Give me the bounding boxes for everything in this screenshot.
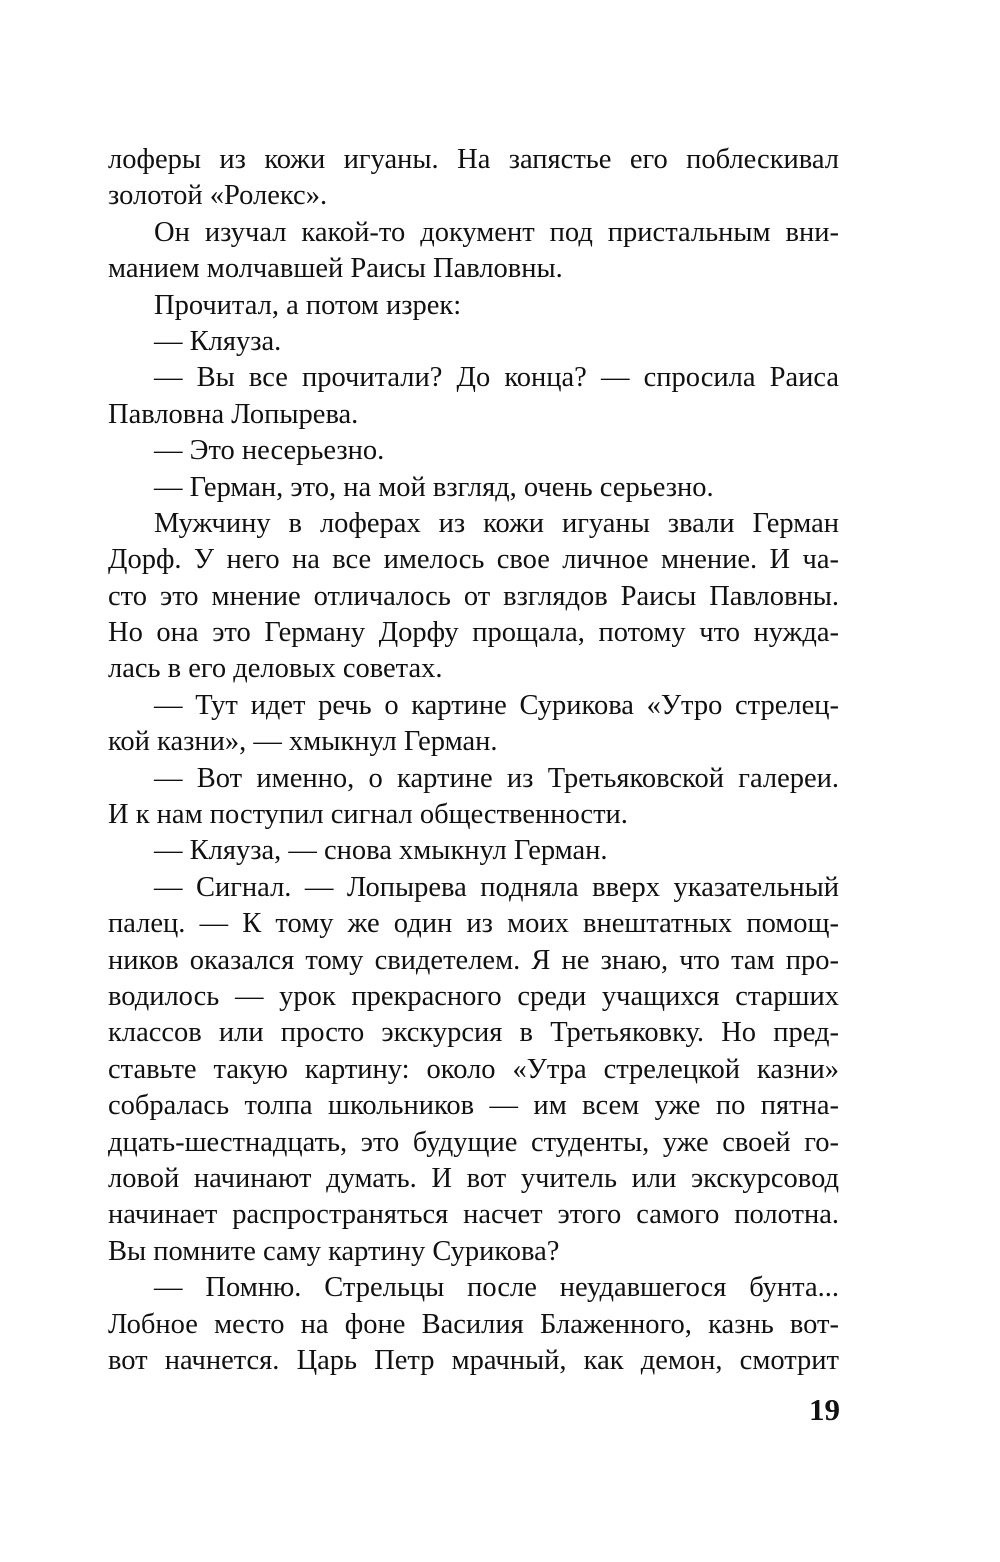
text-line: — Это несерьезно. <box>154 435 385 467</box>
text-line: лась в его деловых советах. <box>108 653 443 685</box>
text-line: — Сигнал. — Лопырева подняла вверх указательный <box>154 871 839 903</box>
text-line: кой казни», — хмыкнул Герман. <box>108 726 498 758</box>
text-line: Но она это Герману Дорфу прощала, потому что нужда- <box>108 617 839 649</box>
text-line: собралась толпа школьников — им всем уже по пятна- <box>108 1090 839 1122</box>
text-line: — Тут идет речь о картине Сурикова «Утро стрелец- <box>154 689 839 721</box>
text-line: Павловна Лопырева. <box>108 398 359 430</box>
page-number: 19 <box>809 1392 840 1427</box>
body-text <box>108 142 839 1379</box>
text-line: Он изучал какой-то документ под пристальным вни- <box>154 216 839 248</box>
text-line: Мужчину в лоферах из кожи игуаны звали Герман <box>154 507 839 539</box>
text-line: Прочитал, а потом изрек: <box>154 289 462 321</box>
text-line: вот начнется. Царь Петр мрачный, как демон, смотрит <box>108 1344 839 1376</box>
text-line: ставьте такую картину: около «Утра стрелецкой казни» <box>108 1053 839 1085</box>
text-line: палец. — К тому же один из моих внештатных помощ- <box>108 908 839 940</box>
text-line: Лобное место на фоне Василия Блаженного, казнь вот- <box>108 1308 839 1340</box>
text-line: дцать-шестнадцать, это будущие студенты, уже своей го- <box>108 1126 839 1158</box>
text-line: сто это мнение отличалось от взглядов Раисы Павловны. <box>108 580 839 612</box>
text-line: — Кляуза, — снова хмыкнул Герман. <box>154 835 608 867</box>
text-line: — Герман, это, на мой взгляд, очень серьезно. <box>154 471 714 503</box>
text-line: — Помню. Стрельцы после неудавшегося бунта... <box>154 1272 839 1304</box>
text-line: — Кляуза. <box>154 325 282 357</box>
text-line: И к нам поступил сигнал общественности. <box>108 799 628 831</box>
text-line: — Вот именно, о картине из Третьяковской галереи. <box>154 762 839 794</box>
text-line: начинает распространяться насчет этого самого полотна. <box>108 1199 839 1231</box>
text-line: манием молчавшей Раисы Павловны. <box>108 253 563 285</box>
text-line: Дорф. У него на все имелось свое личное мнение. И ча- <box>108 544 839 576</box>
text-line: Вы помните саму картину Сурикова? <box>108 1235 560 1267</box>
text-line: водилось — урок прекрасного среди учащихся старших <box>108 980 839 1012</box>
text-line: ловой начинают думать. И вот учитель или экскурсовод <box>108 1162 839 1194</box>
text-line: ников оказался тому свидетелем. Я не знаю, что там про- <box>108 944 839 976</box>
text-line: — Вы все прочитали? До конца? — спросила Раиса <box>154 362 839 394</box>
text-line: классов или просто экскурсия в Третьяковку. Но пред- <box>108 1017 839 1049</box>
text-line: лоферы из кожи игуаны. На запястье его поблескивал <box>108 144 839 175</box>
text-line: золотой «Ролекс». <box>108 180 328 212</box>
